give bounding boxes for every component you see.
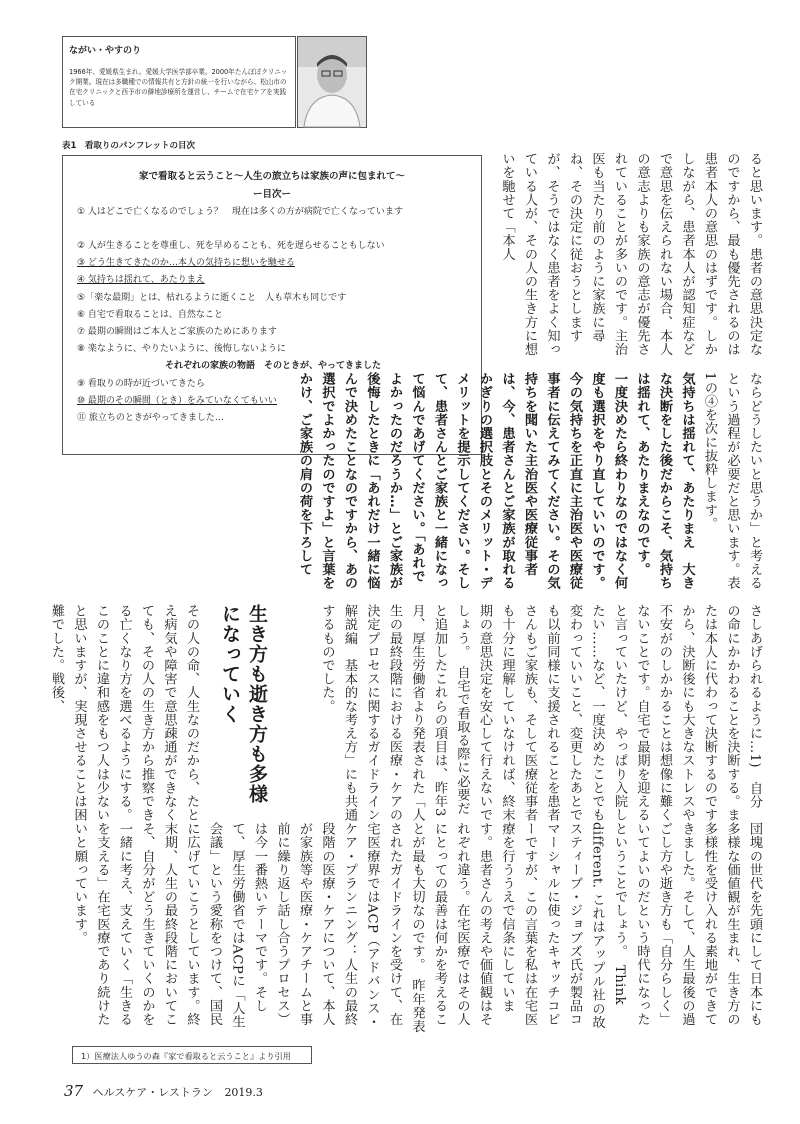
body-column-2 — [297, 372, 765, 590]
section-heading: 生き方も逝き方も多様になっていく — [219, 604, 268, 804]
page-number: 37 — [64, 1082, 84, 1100]
magazine-title: ヘルスケア・レストラン — [92, 1086, 213, 1099]
toc-item: ③ どう生きてきたのか…本人の気持ちに想いを馳せる — [77, 258, 295, 269]
body-column-1: ると思います。患者の意思決定なのですから、最も優先されるのは患者本人の意思のはずです。しかしながら、患者本人が認知症などで意思を伝えられない場合、本人の意志よりも家族の意志が優先されていることが多いのです。主治医も当たり前のように家族に尋ね、その決定に従おうとしますが、そうではなく患者をよく知っている人が、その人の生き方に想いを馳せて「本人 — [499, 152, 762, 356]
page-footer — [64, 1082, 263, 1100]
body-column-4: その人の命、人生なのだから、たとえ病気や障害で意思疎通ができなくても、その人の生き方から推察できる亡くなり方を選べるようにする。このことに違和感をもつ人は少ないと思いますが、実現させることは困難でした。戦後、 — [49, 604, 199, 822]
table-title: 表1 看取りのパンフレットの目次 — [62, 141, 195, 151]
body-paragraph: ならどうしたいと思うか」と考えるという過程が必要だと思います。表1の④を次に抜粋します。 — [702, 372, 762, 590]
toc-subheading: ー目次ー — [252, 189, 291, 200]
toc-item: ⑪ 旅立ちのときがやってきました… — [77, 412, 224, 423]
toc-item: ⑨ 看取りの時が近づいてきたら — [77, 378, 205, 389]
toc-item: ⑧ 楽なように、やりたいように、後悔しないように — [77, 344, 286, 355]
body-column-5: 団塊の世代を先頭にして日本にも多様な価値観が生まれ、生き方の多様性を受け入れる素地ができてきました。そして、人生最後の過ごし方や逝き方も「自分らしく」いてよいのだという時代になったということでしょう。 Think different. これはアップル社の故スティーブ・ジョブズ氏が製品コマーシャルに使ったキャッチコピーですが、この言葉を私は在宅医療を行ううえで信条にしています。患者さんの考えや価値観はそれぞれ違う。在宅医療ではその人にとっての最善は何かを考えることが最も大切なのです。 昨年発表されたガイドラインを受けて、在宅医療界ではACP（アドバンス・ケア・プランニング：人生の最終段階の医療・ケアについて、本人が家族等や医療・ケアチームと事前に繰り返し話し合うプロセス）は今一番熱いテーマです。そして、厚生労働省ではACPに「人生会議」という愛称をつけて、国民に広げていこうとしています。終末期、人生の最終段階においてこそ、自分がどう生きていくのかを一緒に考え、支えていく「生きるを支える」在宅医療であり続けたいと願っています。 — [72, 822, 762, 1033]
toc-item: ⑦ 最期の瞬間はご本人とご家族のためにあります — [77, 326, 277, 337]
toc-heading: 家で看取ると云うこと～人生の旅立ちは家族の声に包まれて～ — [138, 171, 405, 182]
footnote-citation: 1）医療法人ゆうの森『家で看取ると云うこと』より引用 — [72, 1046, 312, 1064]
toc-section-title: それぞれの家族の物語 そのときが、やってきました — [164, 361, 381, 372]
author-photo — [297, 36, 367, 128]
toc-item: ② 人が生きることを尊重し、死を早めることも、死を遅らせることもしない — [77, 241, 385, 251]
body-column-3: さしあげられるように…1) 自分の命にかかわることを決断する。または本人に代わって決断するのですから、決断後にも大きなストレスや不安がのしかかることは想像に難くないことです。自宅で最期を迎えると言っていたけど、やっぱり入院したい……など、一度決めたことでも変わっていいこと、変更したあとでも以前同様に支援されることを患者さんもご家族も、そして医療従事者も十分に理解していなければ、終末期の意思決定を安心して行えないでしょう。 自宅で看取る際に必要だと追加したこれらの項目は、昨年3月、厚生労働省より発表された「人生の最終段階における医療・ケアの決定プロセスに関するガイドライン解説編 基本的な考え方」にも共通するものでした。 — [319, 604, 762, 822]
author-bio: 1966年、愛媛県生まれ。愛媛大学医学部卒業。2000年たんぽぽクリニック開業。現在は多職種での情報共有と方針の統一を行いながら、松山市の在宅クリニックと西予市の僻地診療所を運営し、チームで在宅ケアを実践している — [69, 68, 288, 107]
toc-item: ⑥ 自宅で看取ることは、自然なこと — [77, 309, 223, 320]
toc-item: ④ 気持ちは揺れて、あたりまえ — [77, 275, 205, 286]
quoted-excerpt: 気持ちは揺れて、あたりまえ 大きな決断をした後だからこそ、気持ちは揺れて、あたりまえなのです。 一度決めたら終わりなのではなく何度も選択をやり直していいのです。今の気持ちを正直に主治医や医療従事者に伝えてみてください。その気持ちを聞いた主治医や医療従事者は、今、患者さんとご家族が取れるかぎりの選択肢とそのメリット・デメリットを提示してください。そして、患者さんとご家族と一緒になって悩んであげてください。「あれでよかったのだろうか…」とご家族が後悔したときに「あれだけ一緒に悩んで決めたことなのですから、あの選択でよかったのですよ」と言葉をかけ、ご家族の肩の荷を下ろして — [297, 372, 695, 590]
toc-item: ① 人はどこで亡くなるのでしょう？ 現在は多くの方が病院で亡くなっています — [77, 207, 403, 217]
issue-date: 2019.3 — [224, 1086, 263, 1099]
author-name: ながい・やすのり — [69, 46, 142, 56]
author-profile-box — [62, 36, 296, 128]
author-portrait-icon — [298, 37, 366, 127]
toc-item: ⑤「楽な最期」とは、枯れるように逝くこと 人も草木も同じです — [77, 292, 347, 303]
toc-item: ⑩ 最期のその瞬間（とき）をみていなくてもいい — [77, 395, 277, 406]
